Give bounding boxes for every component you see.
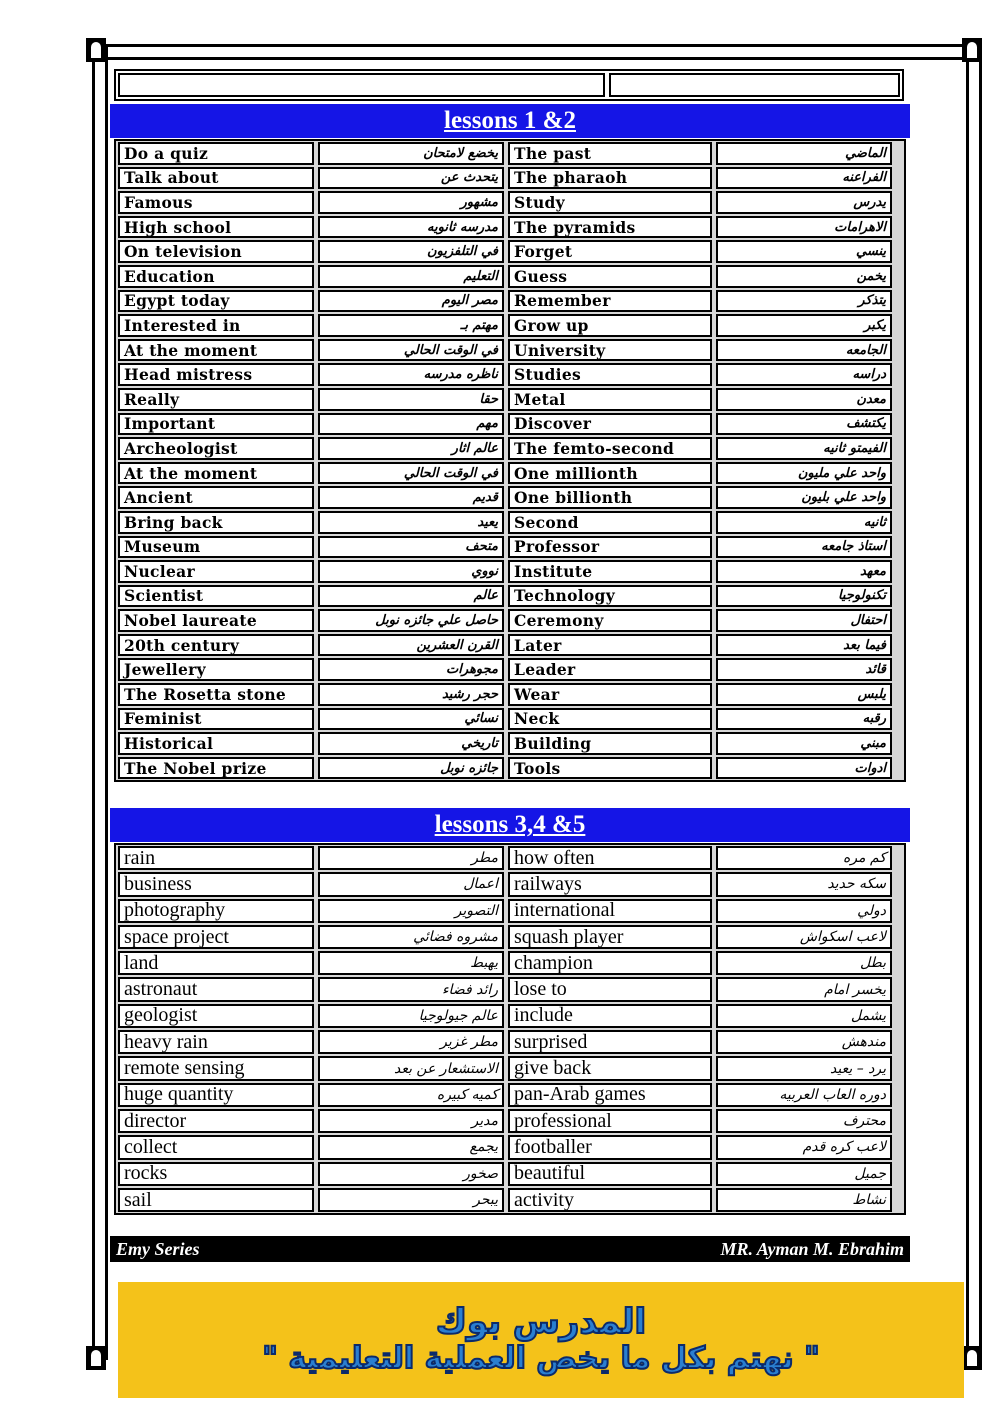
english-term-cell: Nuclear — [118, 560, 314, 583]
english-term-cell: collect — [118, 1135, 314, 1159]
banner-title: المدرس بوك — [435, 1302, 647, 1342]
arabic-meaning-cell: ثانيه — [716, 511, 892, 534]
arabic-meaning-cell: صخور — [318, 1162, 504, 1186]
vocab-row — [116, 485, 904, 510]
english-term-cell: The Nobel prize — [118, 757, 314, 780]
vocab-row — [116, 461, 904, 486]
arabic-meaning-cell: يجمع — [318, 1135, 504, 1159]
arabic-meaning-cell: معهد — [716, 560, 892, 583]
vocab-row — [116, 950, 904, 976]
footer-author-name: MR. Ayman M. Ebrahim — [720, 1238, 904, 1259]
english-term-cell: lose to — [508, 977, 712, 1001]
english-term-cell: astronaut — [118, 977, 314, 1001]
vocab-row — [116, 584, 904, 609]
english-term-cell: champion — [508, 951, 712, 975]
vocab-row — [116, 924, 904, 950]
english-term-cell: Building — [508, 732, 712, 755]
arabic-meaning-cell: يخضع لامتحان — [318, 142, 504, 165]
english-term-cell: rocks — [118, 1162, 314, 1186]
arabic-meaning-cell: التعليم — [318, 265, 504, 288]
english-term-cell: pan-Arab games — [508, 1083, 712, 1107]
english-term-cell: Ceremony — [508, 609, 712, 632]
arabic-meaning-cell: حاصل علي جائزه نوبل — [318, 609, 504, 632]
arabic-meaning-cell: كم مره — [716, 846, 892, 870]
arabic-meaning-cell: نشاط — [716, 1188, 892, 1212]
arabic-meaning-cell: جائزه نوبل — [318, 757, 504, 780]
arabic-meaning-cell: احتفال — [716, 609, 892, 632]
vocab-row — [116, 264, 904, 289]
arabic-meaning-cell: يرد – يعيد — [716, 1056, 892, 1080]
arabic-meaning-cell: مبني — [716, 732, 892, 755]
page-frame-right — [966, 44, 982, 1360]
english-term-cell: Forget — [508, 240, 712, 263]
english-term-cell: Bring back — [118, 511, 314, 534]
arabic-meaning-cell: قائد — [716, 658, 892, 681]
english-term-cell: Famous — [118, 191, 314, 214]
english-term-cell: Later — [508, 634, 712, 657]
arabic-meaning-cell: استاذ جامعه — [716, 536, 892, 559]
english-term-cell: director — [118, 1109, 314, 1133]
arabic-meaning-cell: يتحدث عن — [318, 167, 504, 190]
english-term-cell: activity — [508, 1188, 712, 1212]
arabic-meaning-cell: الاهرامات — [716, 216, 892, 239]
english-term-cell: Leader — [508, 658, 712, 681]
vocab-row — [116, 682, 904, 707]
arabic-meaning-cell: يكبر — [716, 314, 892, 337]
english-term-cell: The past — [508, 142, 712, 165]
vocab-row — [116, 387, 904, 412]
english-term-cell: At the moment — [118, 462, 314, 485]
vocab-row — [116, 1003, 904, 1029]
vocab-row — [116, 1134, 904, 1160]
arabic-meaning-cell: اعمال — [318, 872, 504, 896]
english-term-cell: Professor — [508, 536, 712, 559]
arabic-meaning-cell: مصر اليوم — [318, 290, 504, 313]
english-term-cell: Important — [118, 413, 314, 436]
english-term-cell: Archeologist — [118, 437, 314, 460]
english-term-cell: The femto-second — [508, 437, 712, 460]
frame-post-icon — [86, 38, 106, 62]
blank-header-row — [114, 69, 904, 101]
arabic-meaning-cell: نسائي — [318, 708, 504, 731]
english-term-cell: On television — [118, 240, 314, 263]
arabic-meaning-cell: دراسه — [716, 363, 892, 386]
arabic-meaning-cell: كميه كبيره — [318, 1083, 504, 1107]
english-term-cell: huge quantity — [118, 1083, 314, 1107]
arabic-meaning-cell: نووي — [318, 560, 504, 583]
arabic-meaning-cell: يدرس — [716, 191, 892, 214]
arabic-meaning-cell: ادوات — [716, 757, 892, 780]
english-term-cell: sail — [118, 1188, 314, 1212]
vocab-row — [116, 871, 904, 897]
blank-header-cell-right — [609, 73, 900, 97]
arabic-meaning-cell: التصوير — [318, 899, 504, 923]
english-term-cell: include — [508, 1004, 712, 1028]
english-term-cell: squash player — [508, 925, 712, 949]
frame-post-icon — [962, 38, 982, 62]
arabic-meaning-cell: ناظره مدرسه — [318, 363, 504, 386]
vocab-row — [116, 338, 904, 363]
arabic-meaning-cell: مطر — [318, 846, 504, 870]
english-term-cell: Institute — [508, 560, 712, 583]
arabic-meaning-cell: يتذكر — [716, 290, 892, 313]
arabic-meaning-cell: الفراعنه — [716, 167, 892, 190]
english-term-cell: Wear — [508, 683, 712, 706]
lessons-3-4-5-table — [114, 843, 906, 1215]
arabic-meaning-cell: رقبه — [716, 708, 892, 731]
english-term-cell: Metal — [508, 388, 712, 411]
vocab-row — [116, 1055, 904, 1081]
english-term-cell: Ancient — [118, 486, 314, 509]
arabic-meaning-cell: عالم جيولوجيا — [318, 1004, 504, 1028]
vocab-row — [116, 657, 904, 682]
english-term-cell: Feminist — [118, 708, 314, 731]
arabic-meaning-cell: مندهش — [716, 1030, 892, 1054]
vocab-row — [116, 436, 904, 461]
english-term-cell: rain — [118, 846, 314, 870]
english-term-cell: international — [508, 899, 712, 923]
arabic-meaning-cell: يكتشف — [716, 413, 892, 436]
english-term-cell: give back — [508, 1056, 712, 1080]
arabic-meaning-cell: حجر رشيد — [318, 683, 504, 706]
arabic-meaning-cell: لاعب اسكواش — [716, 925, 892, 949]
english-term-cell: One billionth — [508, 486, 712, 509]
page-frame-top — [92, 44, 976, 60]
english-term-cell: Remember — [508, 290, 712, 313]
arabic-meaning-cell: في الوقت الحالي — [318, 339, 504, 362]
english-term-cell: Grow up — [508, 314, 712, 337]
arabic-meaning-cell: يهبط — [318, 951, 504, 975]
english-term-cell: Scientist — [118, 585, 314, 608]
english-term-cell: Talk about — [118, 167, 314, 190]
english-term-cell: land — [118, 951, 314, 975]
vocab-row — [116, 845, 904, 871]
arabic-meaning-cell: مهم — [318, 413, 504, 436]
english-term-cell: professional — [508, 1109, 712, 1133]
vocab-row — [116, 756, 904, 781]
arabic-meaning-cell: متحف — [318, 536, 504, 559]
arabic-meaning-cell: في التلفزيون — [318, 240, 504, 263]
english-term-cell: Technology — [508, 585, 712, 608]
english-term-cell: railways — [508, 872, 712, 896]
arabic-meaning-cell: مدرسه ثانويه — [318, 216, 504, 239]
english-term-cell: The pyramids — [508, 216, 712, 239]
arabic-meaning-cell: معدن — [716, 388, 892, 411]
arabic-meaning-cell: مهتم بـ — [318, 314, 504, 337]
footer-bar — [110, 1236, 910, 1262]
english-term-cell: Education — [118, 265, 314, 288]
vocab-row — [116, 190, 904, 215]
arabic-meaning-cell: جميل — [716, 1162, 892, 1186]
lessons-1-2-table — [114, 139, 906, 782]
arabic-meaning-cell: يخمن — [716, 265, 892, 288]
english-term-cell: Historical — [118, 732, 314, 755]
english-term-cell: Head mistress — [118, 363, 314, 386]
arabic-meaning-cell: عالم اثار — [318, 437, 504, 460]
english-term-cell: geologist — [118, 1004, 314, 1028]
english-term-cell: High school — [118, 216, 314, 239]
vocab-row — [116, 535, 904, 560]
english-term-cell: University — [508, 339, 712, 362]
vocab-row — [116, 289, 904, 314]
vocab-row — [116, 141, 904, 166]
english-term-cell: Second — [508, 511, 712, 534]
vocab-row — [116, 412, 904, 437]
english-term-cell: heavy rain — [118, 1030, 314, 1054]
page-frame-left — [92, 44, 108, 1360]
english-term-cell: Museum — [118, 536, 314, 559]
english-term-cell: At the moment — [118, 339, 314, 362]
english-term-cell: Really — [118, 388, 314, 411]
vocab-row — [116, 215, 904, 240]
english-term-cell: beautiful — [508, 1162, 712, 1186]
arabic-meaning-cell: مشهور — [318, 191, 504, 214]
vocab-row — [116, 1029, 904, 1055]
arabic-meaning-cell: تكنولوجيا — [716, 585, 892, 608]
english-term-cell: Jewellery — [118, 658, 314, 681]
blank-header-cell-left — [118, 73, 605, 97]
frame-post-icon — [86, 1346, 106, 1370]
arabic-meaning-cell: مشروه فضائي — [318, 925, 504, 949]
arabic-meaning-cell: عالم — [318, 585, 504, 608]
vocab-row — [116, 1187, 904, 1213]
arabic-meaning-cell: تاريخي — [318, 732, 504, 755]
english-term-cell: how often — [508, 846, 712, 870]
arabic-meaning-cell: يبحر — [318, 1188, 504, 1212]
arabic-meaning-cell: لاعب كره قدم — [716, 1135, 892, 1159]
vocab-row — [116, 1161, 904, 1187]
vocab-row — [116, 1108, 904, 1134]
vocab-row — [116, 608, 904, 633]
frame-post-icon — [962, 1346, 982, 1370]
english-term-cell: Egypt today — [118, 290, 314, 313]
english-term-cell: Interested in — [118, 314, 314, 337]
arabic-meaning-cell: واحد علي مليون — [716, 462, 892, 485]
english-term-cell: space project — [118, 925, 314, 949]
arabic-meaning-cell: في الوقت الحالي — [318, 462, 504, 485]
arabic-meaning-cell: واحد علي بليون — [716, 486, 892, 509]
vocab-row — [116, 1082, 904, 1108]
vocab-row — [116, 313, 904, 338]
vocab-row — [116, 510, 904, 535]
english-term-cell: One millionth — [508, 462, 712, 485]
arabic-meaning-cell: يشمل — [716, 1004, 892, 1028]
arabic-meaning-cell: دوره العاب العربيه — [716, 1083, 892, 1107]
arabic-meaning-cell: حقا — [318, 388, 504, 411]
arabic-meaning-cell: الفيمتو ثانيه — [716, 437, 892, 460]
english-term-cell: photography — [118, 899, 314, 923]
arabic-meaning-cell: محترف — [716, 1109, 892, 1133]
vocab-row — [116, 898, 904, 924]
vocab-row — [116, 976, 904, 1002]
english-term-cell: Tools — [508, 757, 712, 780]
english-term-cell: Studies — [508, 363, 712, 386]
arabic-meaning-cell: الجامعه — [716, 339, 892, 362]
arabic-meaning-cell: الماضي — [716, 142, 892, 165]
arabic-meaning-cell: الاستشعار عن بعد — [318, 1056, 504, 1080]
arabic-meaning-cell: مدير — [318, 1109, 504, 1133]
arabic-meaning-cell: دولي — [716, 899, 892, 923]
english-term-cell: Do a quiz — [118, 142, 314, 165]
arabic-meaning-cell: ينسي — [716, 240, 892, 263]
vocab-row — [116, 362, 904, 387]
arabic-meaning-cell: يعيد — [318, 511, 504, 534]
english-term-cell: Neck — [508, 708, 712, 731]
english-term-cell: surprised — [508, 1030, 712, 1054]
english-term-cell: Nobel laureate — [118, 609, 314, 632]
arabic-meaning-cell: فيما بعد — [716, 634, 892, 657]
lessons-3-4-5-heading: lessons 3,4 &5 — [110, 808, 910, 842]
arabic-meaning-cell: يخسر امام — [716, 977, 892, 1001]
arabic-meaning-cell: رائد فضاء — [318, 977, 504, 1001]
arabic-meaning-cell: قديم — [318, 486, 504, 509]
english-term-cell: Guess — [508, 265, 712, 288]
vocab-row — [116, 731, 904, 756]
footer-series-name: Emy Series — [116, 1238, 200, 1259]
arabic-meaning-cell: مطر غزير — [318, 1030, 504, 1054]
vocab-row — [116, 633, 904, 658]
english-term-cell: Discover — [508, 413, 712, 436]
english-term-cell: business — [118, 872, 314, 896]
english-term-cell: The Rosetta stone — [118, 683, 314, 706]
arabic-meaning-cell: بطل — [716, 951, 892, 975]
vocab-row — [116, 707, 904, 732]
promo-banner — [118, 1282, 964, 1398]
arabic-meaning-cell: مجوهرات — [318, 658, 504, 681]
english-term-cell: Study — [508, 191, 712, 214]
english-term-cell: remote sensing — [118, 1056, 314, 1080]
vocab-row — [116, 166, 904, 191]
arabic-meaning-cell: يلبس — [716, 683, 892, 706]
english-term-cell: 20th century — [118, 634, 314, 657]
english-term-cell: footballer — [508, 1135, 712, 1159]
vocab-row — [116, 559, 904, 584]
banner-slogan: " نهتم بكل ما يخص العملية التعليمية " — [262, 1341, 820, 1376]
arabic-meaning-cell: سكه حديد — [716, 872, 892, 896]
vocab-row — [116, 239, 904, 264]
arabic-meaning-cell: القرن العشرين — [318, 634, 504, 657]
english-term-cell: The pharaoh — [508, 167, 712, 190]
lessons-1-2-heading: lessons 1 &2 — [110, 104, 910, 138]
